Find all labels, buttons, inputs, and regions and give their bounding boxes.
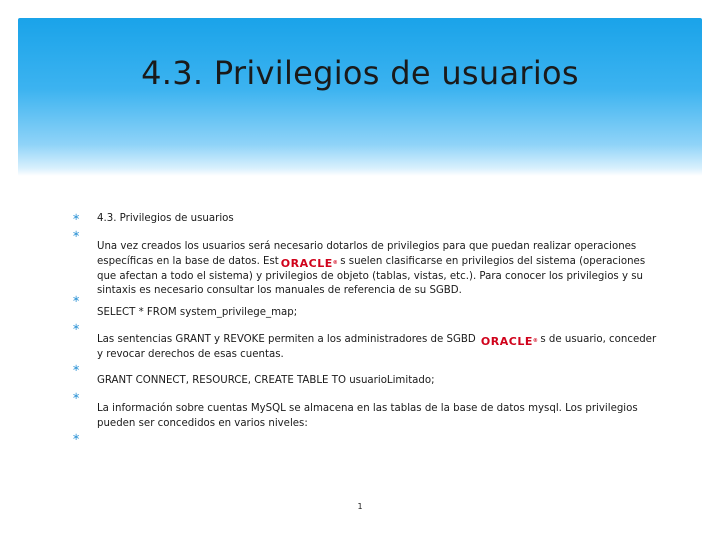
oracle-logo-mark: ®	[332, 259, 339, 266]
bullet-icon: ∗	[72, 363, 81, 374]
slide-title: 4.3. Privilegios de usuarios	[141, 54, 579, 92]
oracle-logo-text: ORACLE	[480, 335, 533, 348]
bullet-text-before-logo: Una vez creados los usuarios será necesario dotarlos de privilegios para que puedan realizar operaciones específicas en la base de datos. Est	[97, 241, 637, 267]
bullet-icon: ∗	[72, 391, 81, 402]
bullet-text-grant-example: GRANT CONNECT, RESOURCE, CREATE TABLE TO usuarioLimitado;	[97, 375, 435, 386]
bullet-icon: ∗	[72, 432, 81, 443]
bullet-text-intro	[97, 240, 657, 299]
bullet-text-heading: 4.3. Privilegios de usuarios	[97, 213, 234, 224]
bullet-icon: ∗	[72, 322, 81, 333]
bullet-text-before-logo: Las sentencias GRANT y REVOKE permiten a los administradores de SGBD	[97, 334, 479, 345]
bullet-icon: ∗	[72, 294, 81, 305]
bullet-text-mysql: La información sobre cuentas MySQL se almacena en las tablas de la base de datos mysql. Los privilegios pueden ser concedidos en varios niveles:	[97, 403, 638, 429]
bullet-text-select: SELECT * FROM system_privilege_map;	[97, 307, 298, 318]
oracle-logo	[279, 257, 340, 270]
bullet-icon: ∗	[72, 229, 81, 240]
bullet-text-after-logo: s de usuario, conceder y revocar derechos de esas cuentas.	[97, 334, 657, 360]
bullet-icon: ∗	[72, 212, 81, 223]
bullet-text-after-logo: s suelen clasificarse en privilegios del sistema (operaciones que afectan a todo el sistema) y privilegios de objeto (tablas, vistas, etc.). Para conocer los privilegios y su sintaxis es necesario consultar los manuales de referencia de su SGBD.	[97, 255, 646, 297]
bullet-text-grant-revoke	[97, 333, 657, 363]
oracle-logo-mark: ®	[532, 338, 539, 344]
page-number: 1	[357, 502, 363, 511]
oracle-logo-text: ORACLE	[280, 256, 333, 270]
oracle-logo	[479, 335, 540, 348]
